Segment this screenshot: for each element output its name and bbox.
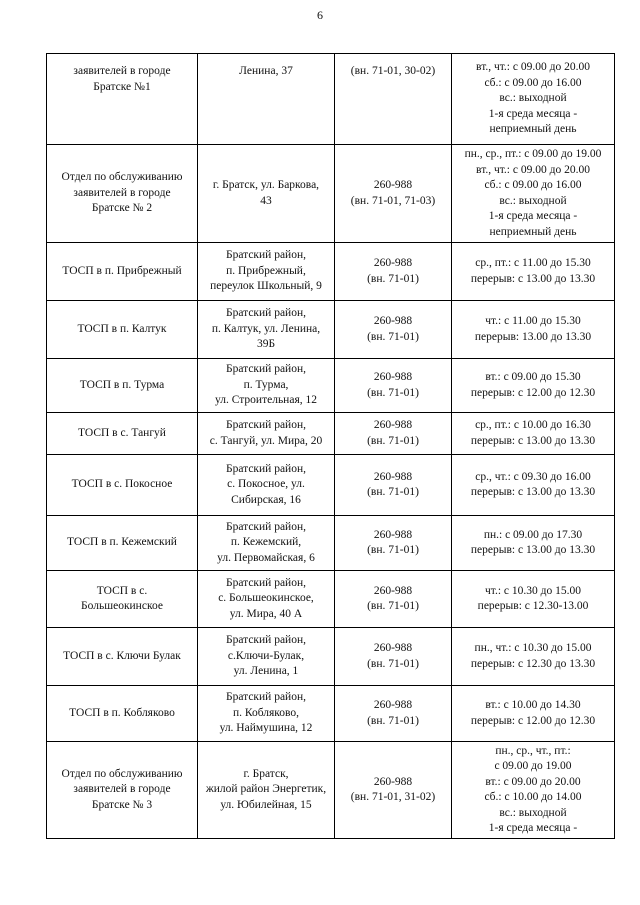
office-name-cell: ТОСП в п. Кобляково: [47, 686, 198, 742]
working-hours-cell: пн., ср., чт., пт.: с 09.00 до 19.00 вт.: с 09.00 до 20.00 сб.: с 10.00 до 14.00 вс.: выходной 1-я среда месяца -: [452, 742, 615, 839]
phone-cell: 260-988 (вн. 71-01): [335, 301, 452, 359]
office-name-cell: ТОСП в п. Прибрежный: [47, 243, 198, 301]
office-name-cell: Отдел по обслуживанию заявителей в городе Братске № 3: [47, 742, 198, 839]
address-cell: Братский район, п. Калтук, ул. Ленина, 39Б: [198, 301, 335, 359]
working-hours-cell: вт., чт.: с 09.00 до 20.00 сб.: с 09.00 до 16.00 вс.: выходной 1-я среда месяца - неприемный день: [452, 54, 615, 145]
table-row: [47, 571, 615, 628]
office-name-cell: заявителей в городе Братске №1: [47, 54, 198, 145]
phone-cell: 260-988 (вн. 71-01): [335, 628, 452, 686]
phone-cell: 260-988 (вн. 71-01): [335, 516, 452, 571]
office-name-cell: ТОСП в с. Тангуй: [47, 413, 198, 455]
table-row: [47, 243, 615, 301]
phone-cell: 260-988 (вн. 71-01): [335, 359, 452, 413]
table-row: [47, 359, 615, 413]
office-name-cell: ТОСП в п. Турма: [47, 359, 198, 413]
working-hours-cell: чт.: с 11.00 до 15.30 перерыв: 13.00 до 13.30: [452, 301, 615, 359]
office-name-cell: ТОСП в п. Калтук: [47, 301, 198, 359]
office-name-cell: ТОСП в с. Большеокинское: [47, 571, 198, 628]
address-cell: Братский район, п. Кежемский, ул. Первомайская, 6: [198, 516, 335, 571]
offices-schedule-table: [46, 53, 615, 839]
working-hours-cell: пн., чт.: с 10.30 до 15.00 перерыв: с 12.30 до 13.30: [452, 628, 615, 686]
working-hours-cell: пн.: с 09.00 до 17.30 перерыв: с 13.00 до 13.30: [452, 516, 615, 571]
working-hours-cell: пн., ср., пт.: с 09.00 до 19.00 вт., чт.: с 09.00 до 20.00 сб.: с 09.00 до 16.00 вс.: выходной 1-я среда месяца - неприемный день: [452, 145, 615, 243]
address-cell: Братский район, п. Прибрежный, переулок Школьный, 9: [198, 243, 335, 301]
phone-cell: 260-988 (вн. 71-01, 31-02): [335, 742, 452, 839]
phone-cell: (вн. 71-01, 30-02): [335, 54, 452, 145]
phone-cell: 260-988 (вн. 71-01): [335, 686, 452, 742]
table-row: [47, 54, 615, 145]
address-cell: Братский район, с. Тангуй, ул. Мира, 20: [198, 413, 335, 455]
address-cell: Братский район, с. Большеокинское, ул. Мира, 40 А: [198, 571, 335, 628]
working-hours-cell: ср., пт.: с 11.00 до 15.30 перерыв: с 13.00 до 13.30: [452, 243, 615, 301]
office-name-cell: ТОСП в с. Ключи Булак: [47, 628, 198, 686]
table-row: [47, 628, 615, 686]
phone-cell: 260-988 (вн. 71-01): [335, 243, 452, 301]
address-cell: Братский район, с.Ключи-Булак, ул. Ленина, 1: [198, 628, 335, 686]
table-row: [47, 686, 615, 742]
table-row: [47, 413, 615, 455]
working-hours-cell: вт.: с 09.00 до 15.30 перерыв: с 12.00 до 12.30: [452, 359, 615, 413]
working-hours-cell: чт.: с 10.30 до 15.00 перерыв: с 12.30-13.00: [452, 571, 615, 628]
phone-cell: 260-988 (вн. 71-01): [335, 413, 452, 455]
address-cell: Ленина, 37: [198, 54, 335, 145]
address-cell: Братский район, с. Покосное, ул. Сибирская, 16: [198, 455, 335, 516]
office-name-cell: Отдел по обслуживанию заявителей в городе Братске № 2: [47, 145, 198, 243]
address-cell: г. Братск, ул. Баркова, 43: [198, 145, 335, 243]
table-row: [47, 145, 615, 243]
working-hours-cell: вт.: с 10.00 до 14.30 перерыв: с 12.00 до 12.30: [452, 686, 615, 742]
table-row: [47, 301, 615, 359]
phone-cell: 260-988 (вн. 71-01): [335, 455, 452, 516]
phone-cell: 260-988 (вн. 71-01, 71-03): [335, 145, 452, 243]
office-name-cell: ТОСП в с. Покосное: [47, 455, 198, 516]
table-row: [47, 742, 615, 839]
working-hours-cell: ср., чт.: с 09.30 до 16.00 перерыв: с 13.00 до 13.30: [452, 455, 615, 516]
address-cell: Братский район, п. Кобляково, ул. Наймушина, 12: [198, 686, 335, 742]
address-cell: Братский район, п. Турма, ул. Строительная, 12: [198, 359, 335, 413]
office-name-cell: ТОСП в п. Кежемский: [47, 516, 198, 571]
address-cell: г. Братск, жилой район Энергетик, ул. Юбилейная, 15: [198, 742, 335, 839]
working-hours-cell: ср., пт.: с 10.00 до 16.30 перерыв: с 13.00 до 13.30: [452, 413, 615, 455]
table-row: [47, 516, 615, 571]
phone-cell: 260-988 (вн. 71-01): [335, 571, 452, 628]
page-number: 6: [317, 8, 323, 22]
table-row: [47, 455, 615, 516]
table-body: [47, 54, 615, 839]
